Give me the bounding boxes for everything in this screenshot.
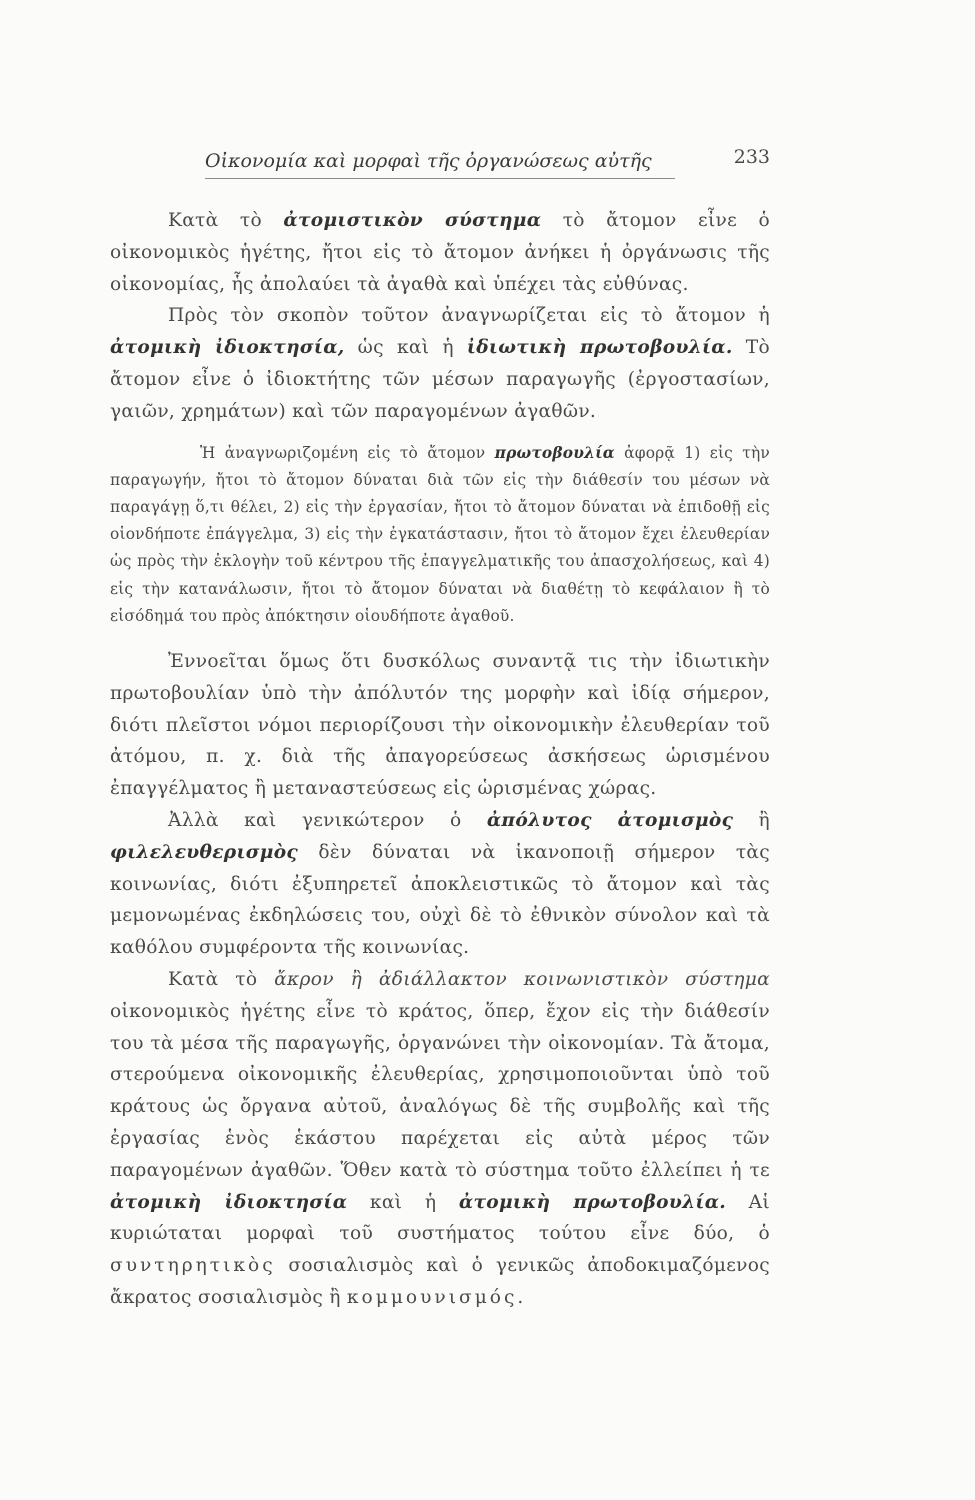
text-run: ἢ bbox=[733, 809, 770, 831]
page-header bbox=[205, 140, 770, 180]
running-title: Οἰκονομία καὶ μορφαὶ τῆς ὀργανώσεως αὐτῆς bbox=[205, 150, 652, 172]
text-run: Κατὰ τὸ bbox=[168, 968, 275, 990]
emphasis-term: ἀτομιστικὸν σύστημα bbox=[283, 210, 542, 231]
paragraph-liberalism bbox=[110, 805, 770, 964]
paragraph-atomistic-system bbox=[110, 205, 770, 300]
emphasis-term: ἰδιωτικὴ πρωτοβουλία. bbox=[466, 337, 733, 359]
emphasis-term: ἀτομικὴ ἰδιοκτησία bbox=[110, 1191, 348, 1213]
text-run: ὡς καὶ ἡ bbox=[344, 337, 467, 359]
text-run: Πρὸς τὸν σκοπὸν τοῦτον ἀναγνωρίζεται εἰς τὸ ἄτομον ἡ bbox=[168, 305, 770, 327]
text-run: σοσιαλισμὸς καὶ ὁ γενικῶς ἀποδοκιμαζόμενος ἄκρατος σοσιαλισμὸς ἢ bbox=[110, 1255, 770, 1308]
text-run: δὲν δύναται νὰ ἱκανοποιῇ σήμερον τὰς κοινωνίας, διότι ἐξυπηρετεῖ ἀποκλειστικῶς τὸ ἄτομον καὶ τὰς μεμονωμένας ἐκδηλώσεις του, οὐχὶ δὲ τὸ ἐθνικὸν σύνολον καὶ τὰ καθόλου συμφέροντα τῆς κοινωνίας. bbox=[110, 841, 770, 959]
text-run: Ἐννοεῖται ὅμως ὅτι δυσκόλως συναντᾷ τις τὴν ἰδιωτικὴν πρωτοβουλίαν ὑπὸ τὴν ἀπόλυτόν της μορφὴν καὶ ἰδίᾳ σήμερον, διότι πλεῖστοι νόμοι περιορίζουσι τὴν οἰκονομικὴν ἐλευθερίαν τοῦ ἀτόμου, π. χ. διὰ τῆς ἀπαγορεύσεως ἀσκήσεως ὡρισμένου ἐπαγγέλματος ἢ μεταναστεύσεως εἰς ὡρισμένας χώρας. bbox=[110, 651, 770, 800]
text-run: καὶ ἡ bbox=[347, 1191, 459, 1213]
emphasis-term: ἀπόλυτος ἀτομισμὸς bbox=[486, 809, 734, 831]
text-run: Αἱ κυριώταται μορφαὶ τοῦ συστήματος τούτου εἶνε δύο, ὁ bbox=[110, 1191, 770, 1245]
emphasis-term: ἀτομικὴ πρωτοβουλία. bbox=[458, 1191, 727, 1213]
body-text bbox=[110, 205, 770, 1314]
emphasis-term: ἀτομικὴ ἰδιοκτησία, bbox=[110, 337, 345, 359]
text-run: Κατὰ τὸ bbox=[168, 210, 284, 231]
header-rule bbox=[205, 178, 675, 179]
text-run: οἰκονομικὸς ἡγέτης εἶνε τὸ κράτος, ὅπερ, ἔχον εἰς τὴν διάθεσίν του τὰ μέσα τῆς παραγωγῆς, ὀργανώνει τὴν οἰκονομίαν. Τὰ ἄτομα, στερούμενα οἰκονομικῆς ἐλευθερίας, χρησιμοποιοῦνται ὑπὸ τοῦ κράτους ὡς ὄργανα αὐτοῦ, ἀναλόγως δὲ τῆς συμβολῆς καὶ τῆς ἐργασίας ἑνὸς ἑκάστου παρέχεται εἰς αὐτὰ μέρος τῶν παραγομένων ἀγαθῶν. Ὅθεν κατὰ τὸ σύστημα τοῦτο ἐλλείπει ἡ τε bbox=[110, 1000, 770, 1181]
emphasis-term: πρωτοβουλία bbox=[494, 443, 615, 462]
text-run: Τὸ ἄτομον εἶνε ὁ ἰδιοκτήτης τῶν μέσων παραγωγῆς (ἐργοστασίων, γαιῶν, χρημάτων) καὶ τῶν παραγομένων ἀγαθῶν. bbox=[110, 337, 770, 422]
paragraph-private-property bbox=[110, 300, 770, 427]
spaced-term: συντηρητικὸς bbox=[110, 1255, 276, 1277]
text-run: Ἀλλὰ καὶ γενικώτερον ὁ bbox=[168, 809, 487, 831]
italic-term: ἄκρον ἢ ἀδιάλλακτον κοινωνιστικὸν σύστημα bbox=[274, 968, 770, 990]
text-run: ἀφορᾷ 1) εἰς τὴν παραγωγήν, ἤτοι τὸ ἄτομον δύναται διὰ τῶν εἰς τὴν διάθεσίν του μέσων νὰ παραγάγῃ ὅ,τι θέλει, 2) εἰς τὴν ἐργασίαν, ἤτοι τὸ ἄτομον δύναται νὰ ἐπιδοθῇ εἰς οἱονδήποτε ἐπάγγελμα, 3) εἰς τὴν ἐγκατάστασιν, ἤτοι τὸ ἄτομον ἔχει ἐλευθερίαν ὡς πρὸς τὴν ἐκλογὴν τοῦ κέντρου τῆς ἐπαγγελματικῆς του ἀπασχολήσεως, καὶ 4) εἰς τὴν κατανάλωσιν, ἤτοι τὸ ἄτομον δύναται νὰ διαθέτῃ τὸ κεφάλαιον ἢ τὸ εἰσόδημά του πρὸς ἀπόκτησιν οἱουδήποτε ἀγαθοῦ. bbox=[110, 443, 770, 625]
paragraph-limits bbox=[110, 646, 770, 805]
text-run: Ἡ ἀναγνωριζομένη εἰς τὸ ἄτομον bbox=[200, 443, 495, 462]
page-number: 233 bbox=[733, 146, 770, 168]
text-run: τὸ ἄτομον εἶνε ὁ οἰκονομικὸς ἡγέτης, ἤτοι εἰς τὸ ἄτομον ἀνήκει ἡ ὀργάνωσις τῆς οἰκονομίας, ἧς ἀπολαύει τὰ ἀγαθὰ καὶ ὑπέχει τὰς εὐθύνας. bbox=[110, 210, 770, 295]
paragraph-socialist-system bbox=[110, 964, 770, 1314]
spaced-term: κομμουνισμός. bbox=[346, 1286, 527, 1308]
emphasis-term: φιλελευθερισμὸς bbox=[110, 841, 299, 863]
paragraph-initiative-details bbox=[110, 440, 770, 630]
